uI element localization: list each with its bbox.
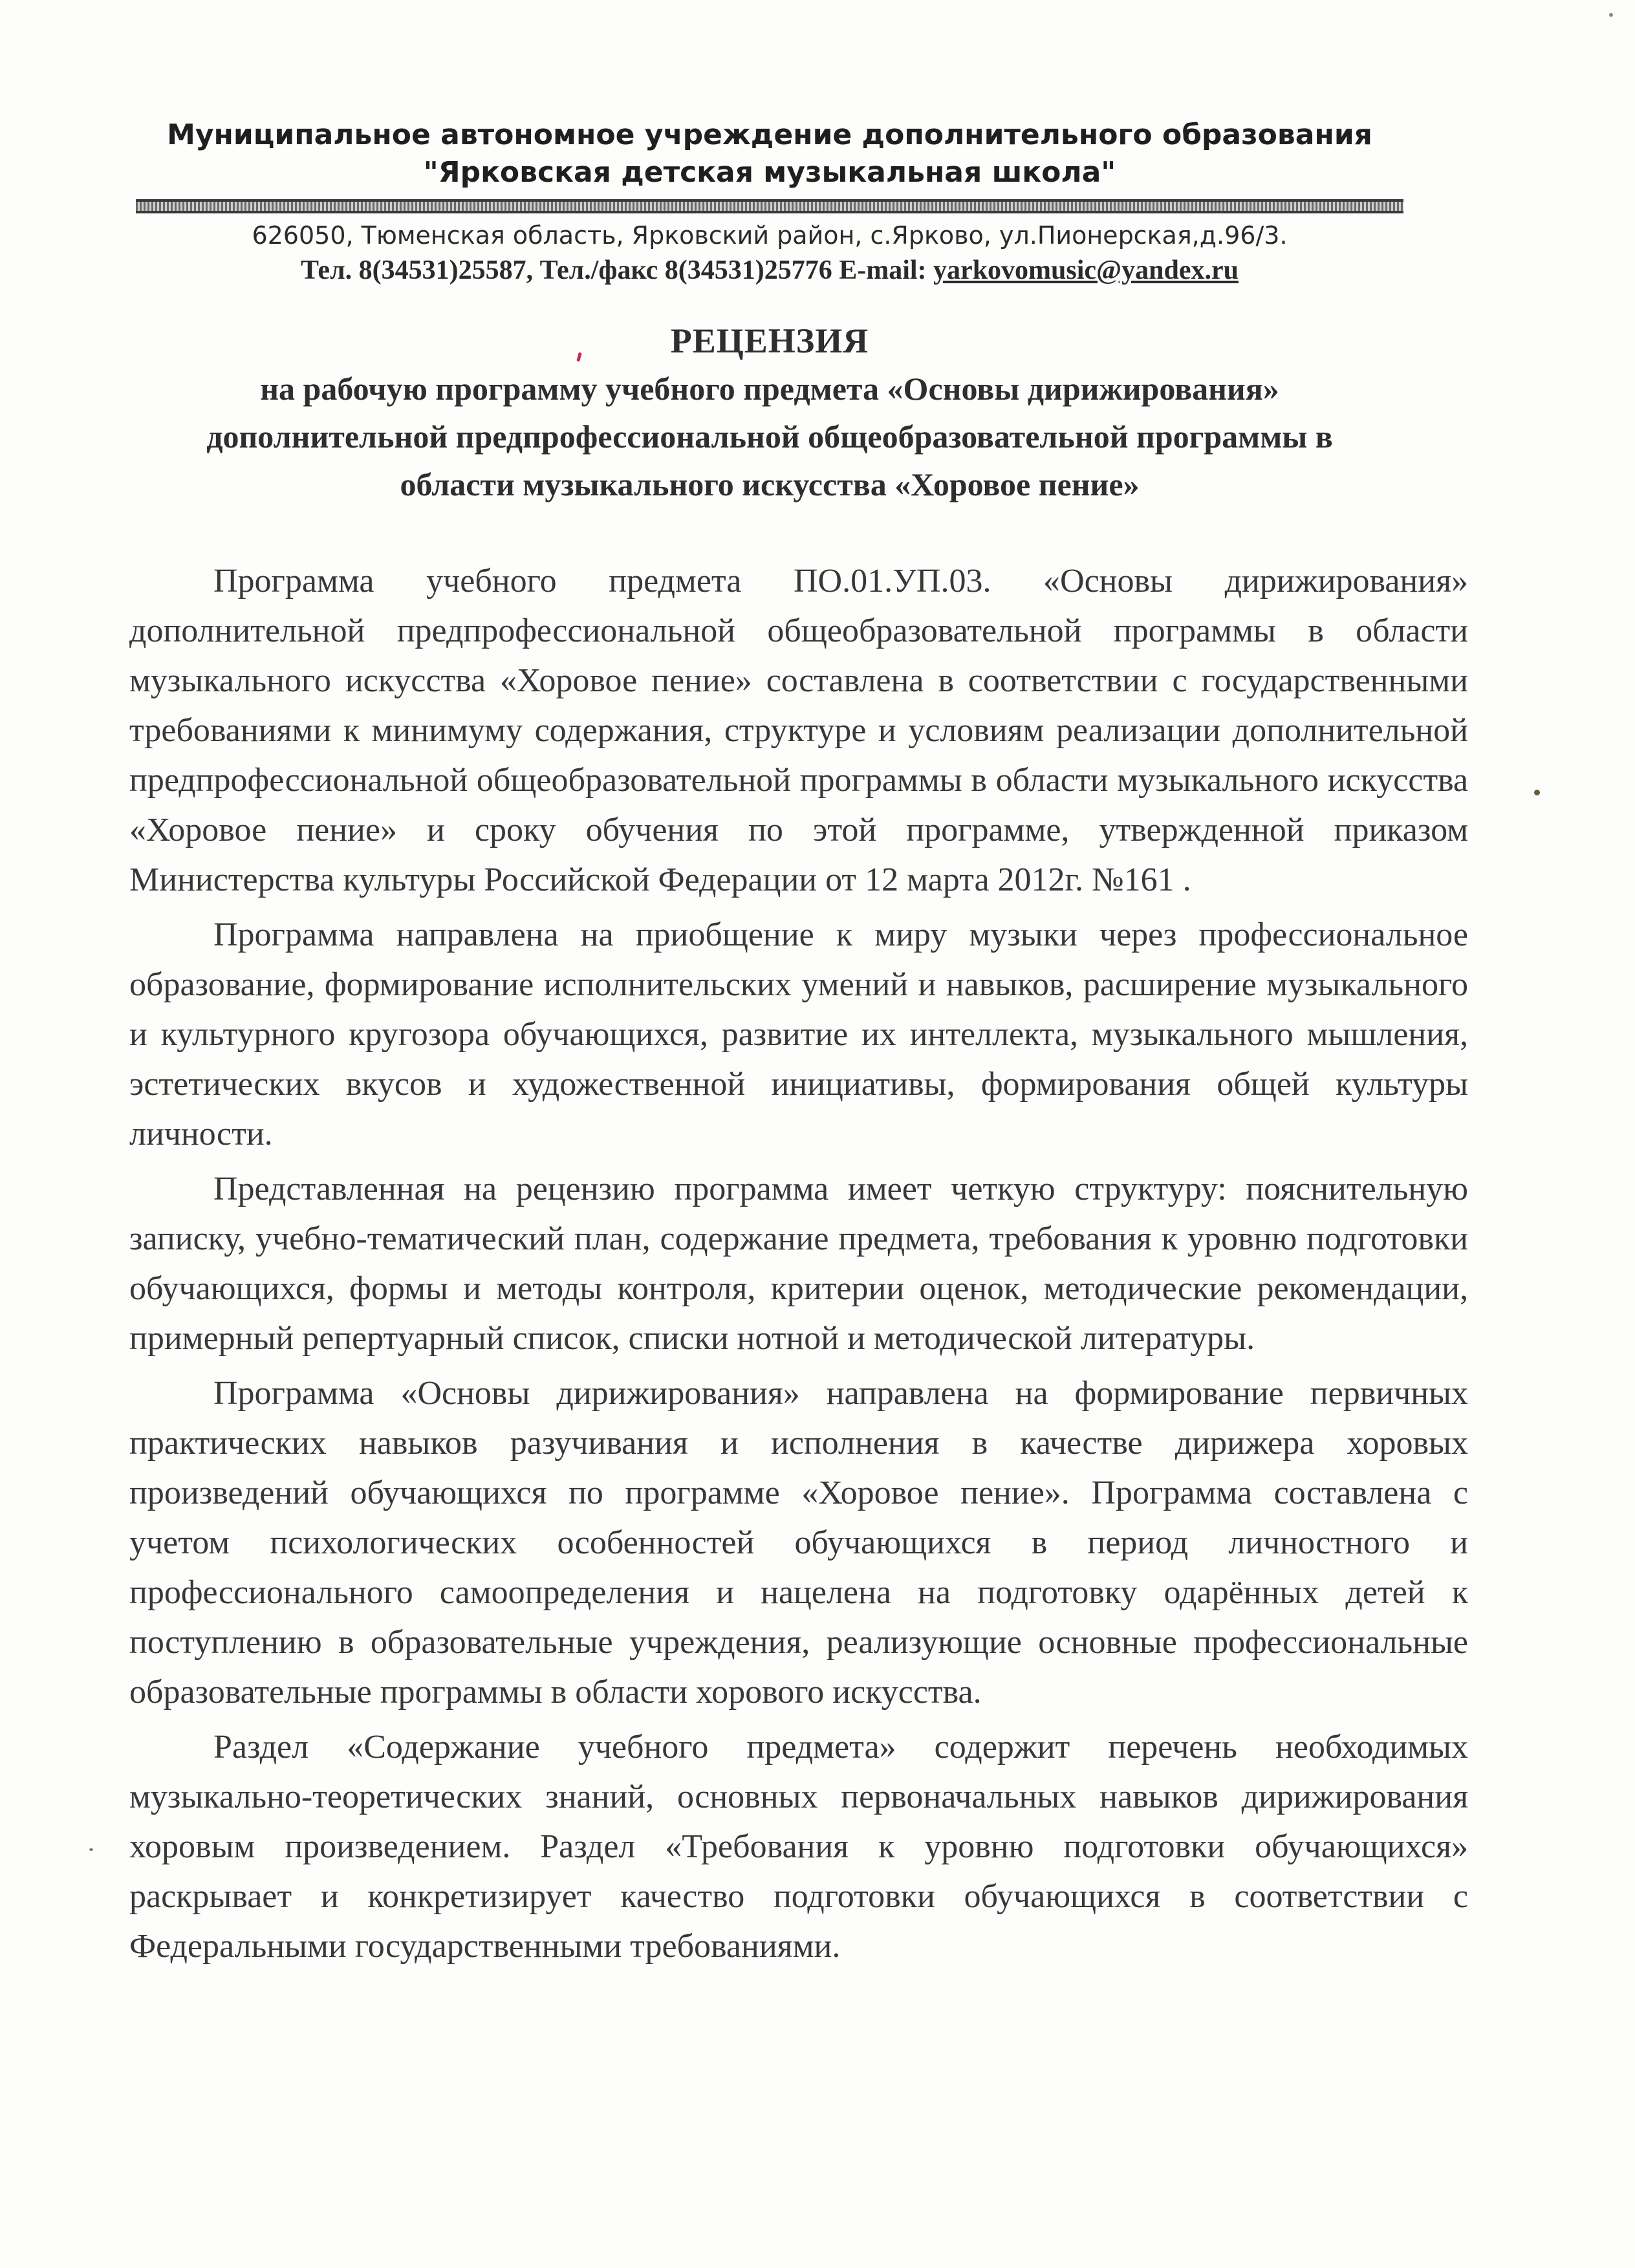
title-line-1: на рабочую программу учебного предмета «Основы дирижирования»	[260, 371, 1279, 407]
paragraph: Программа «Основы дирижирования» направлена на формирование первичных практических навыков разучивания и исполнения в качестве дирижера хоровых произведений обучающихся по программе «Хоровое пение». Программа составлена с учетом психологических особенностей обучающихся в период личностного и профессионального самоопределения и нацелена на подготовку одарённых детей к поступлению в образовательные учреждения, реализующие основные профессиональные образовательные программы в области хорового искусства.	[129, 1375, 1468, 1711]
paragraph: Программа учебного предмета ПО.01.УП.03. «Основы дирижирования» дополнительной предпрофессиональной общеобразовательной программы в области музыкального искусства «Хоровое пение» составлена в соответствии с государственными требованиями к минимуму содержания, структуре и условиям реализации дополнительной предпрофессиональной общеобразовательной программы в области музыкального искусства «Хоровое пение» и сроку обучения по этой программе, утвержденной приказом Министерства культуры Российской Федерации от 12 марта 2012г. №161 .	[129, 563, 1468, 898]
scan-speck	[1534, 790, 1540, 795]
email-link[interactable]: yarkovomusic@yandex.ru	[933, 255, 1239, 285]
document-title	[97, 317, 1442, 508]
org-name-line-2: "Ярковская детская музыкальная школа"	[423, 156, 1116, 189]
phone-fax-text: Тел. 8(34531)25587, Тел./факс 8(34531)25776 E-mail:	[301, 255, 934, 285]
letterhead-divider	[136, 199, 1403, 213]
title-line-3: области музыкального искусства «Хоровое пение»	[400, 466, 1140, 502]
title-line-2: дополнительной предпрофессиональной общеобразовательной программы в	[206, 418, 1333, 455]
paragraph: Представленная на рецензию программа имеет четкую структуру: пояснительную записку, учебно-тематический план, содержание предмета, требования к уровню подготовки обучающихся, формы и методы контроля, критерии оценок, методические рекомендации, примерный репертуарный список, списки нотной и методической литературы.	[129, 1171, 1468, 1357]
org-contacts	[97, 252, 1442, 288]
title-main: РЕЦЕНЗИЯ	[670, 321, 869, 360]
scan-speck	[1609, 13, 1613, 17]
org-name-line-1: Муниципальное автономное учреждение дополнительного образования	[167, 118, 1372, 151]
scan-speck	[89, 1848, 93, 1851]
review-body	[129, 556, 1468, 1976]
paragraph: Программа направлена на приобщение к миру музыки через профессиональное образование, формирование исполнительских умений и навыков, расширение музыкального и культурного кругозора обучающихся, развитие их интеллекта, музыкального мышления, эстетических вкусов и художественной инициативы, формирования общей культуры личности.	[129, 916, 1468, 1152]
paragraph: Раздел «Содержание учебного предмета» содержит перечень необходимых музыкально-теоретических знаний, основных первоначальных навыков дирижирования хоровым произведением. Раздел «Требования к уровню подготовки обучающихся» раскрывает и конкретизирует качество подготовки обучающихся в соответствии с Федеральными государственными требованиями.	[129, 1729, 1468, 1965]
letterhead	[97, 116, 1442, 288]
org-address: 626050, Тюменская область, Ярковский район, с.Ярково, ул.Пионерская,д.96/3.	[252, 221, 1288, 250]
